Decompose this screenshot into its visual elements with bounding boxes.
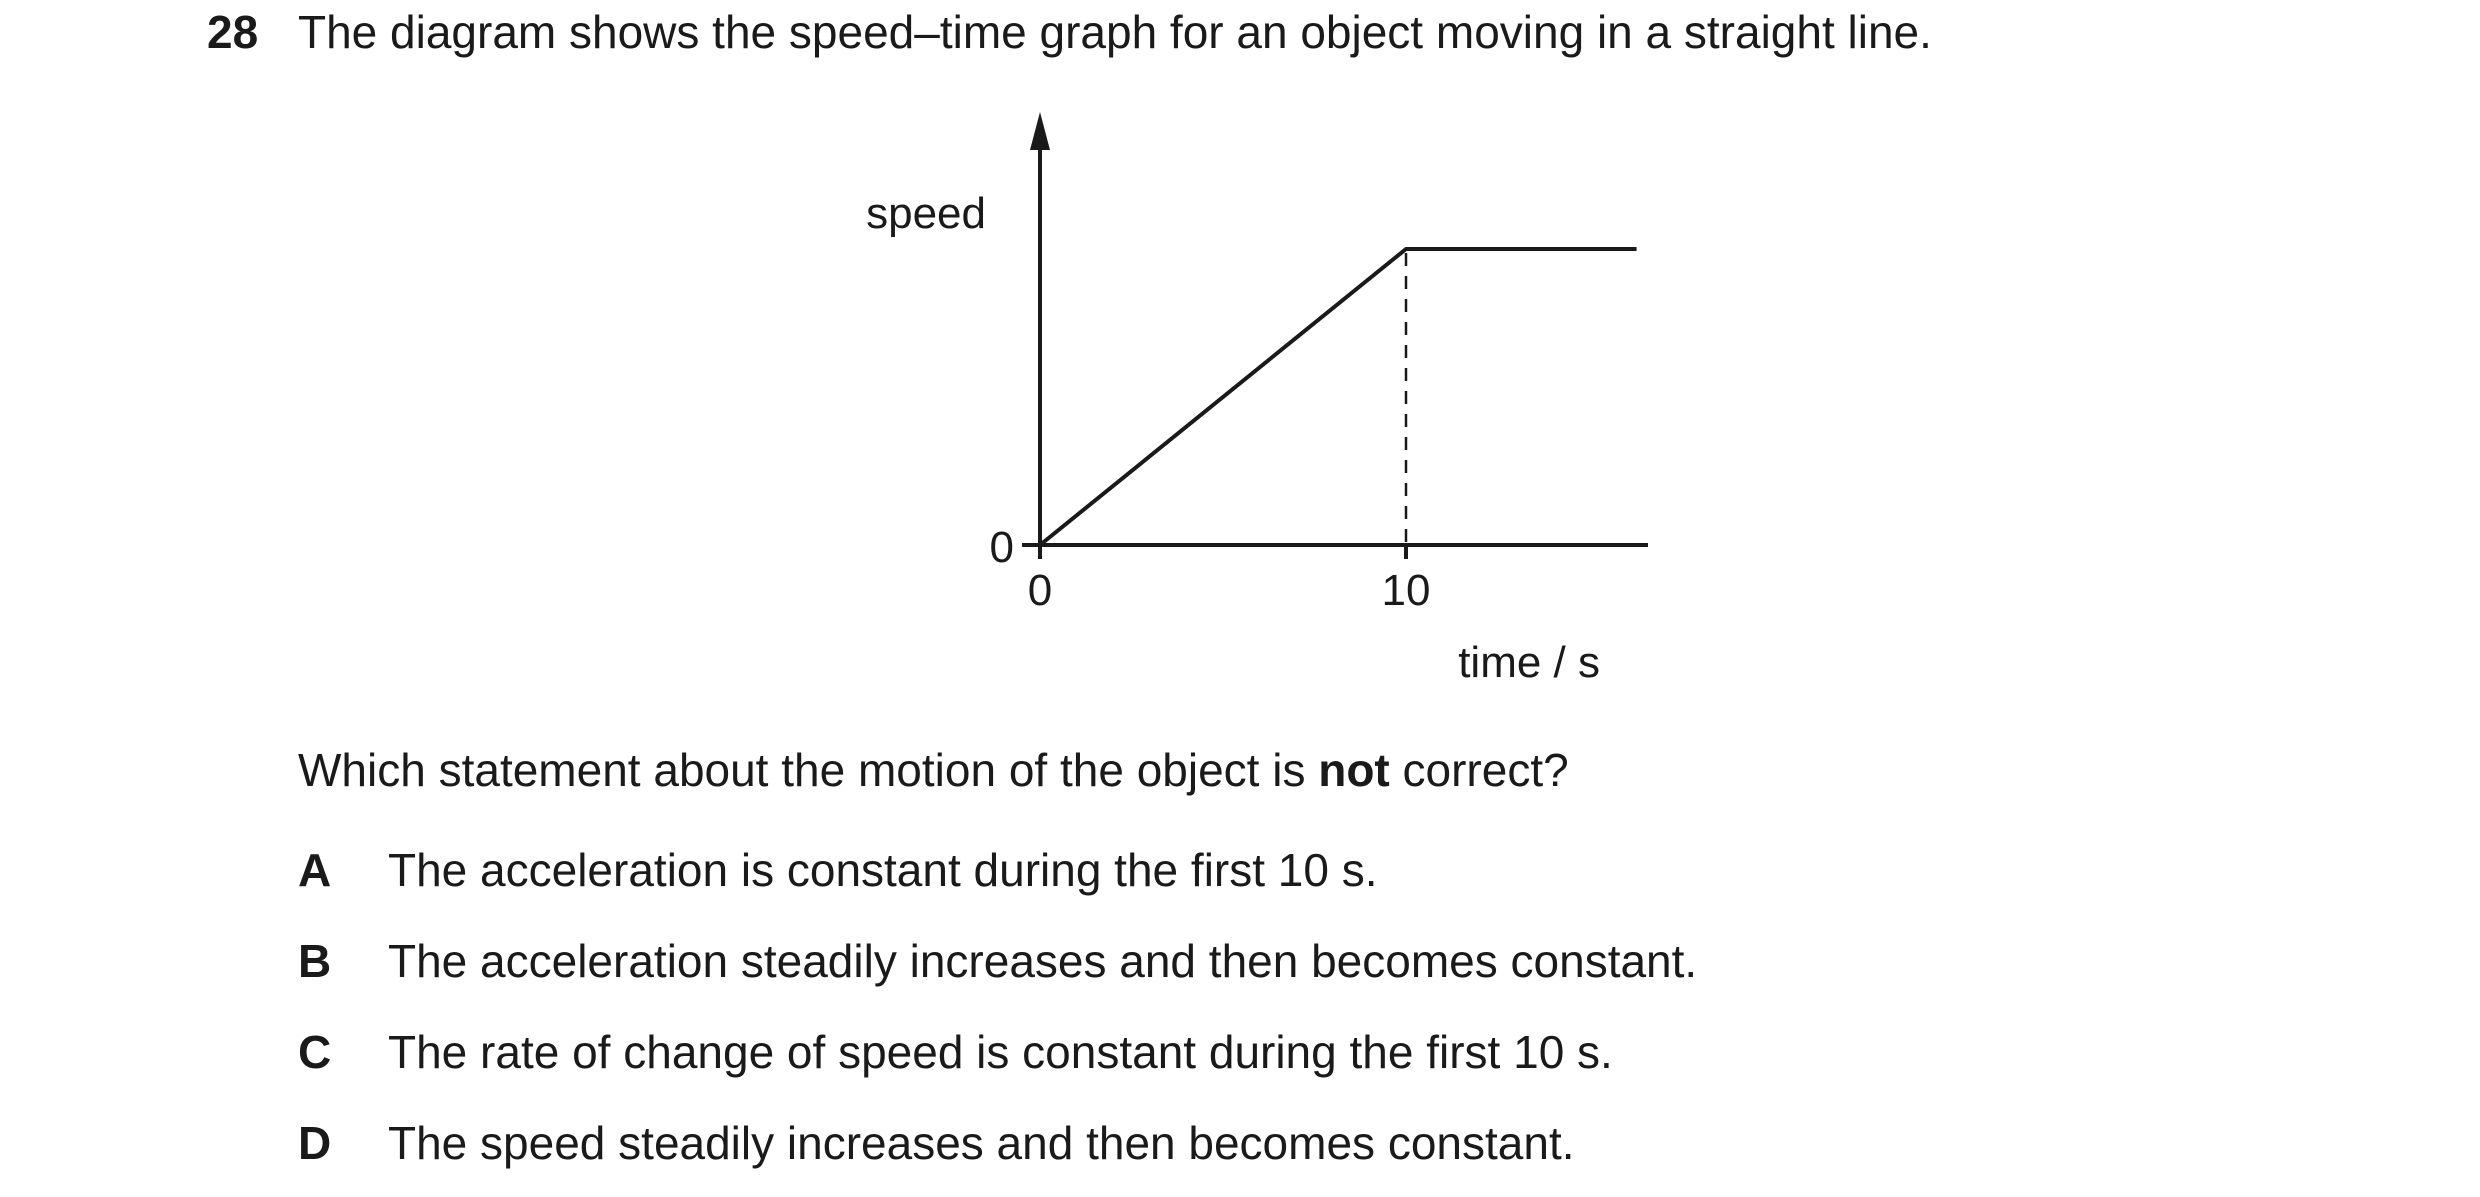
x-axis-ticks <box>1022 545 1406 559</box>
option-letter: B <box>298 935 332 987</box>
y-axis <box>1030 112 1050 548</box>
option-text: The acceleration is constant during the first 10 s. <box>388 844 1378 896</box>
question-number: 28 <box>207 6 259 58</box>
option-letter: C <box>298 1026 332 1078</box>
option-letter: A <box>298 844 332 896</box>
question-text: The diagram shows the speed–time graph for an object moving in a straight line. <box>298 6 1932 58</box>
option-text: The rate of change of speed is constant during the first 10 s. <box>388 1026 1613 1078</box>
option-letter: D <box>298 1117 332 1169</box>
prompt-text-before: Which statement about the motion of the object is <box>298 744 1319 796</box>
question-prompt <box>298 742 1569 798</box>
y-axis-arrowhead <box>1030 112 1050 150</box>
prompt-text-after: correct? <box>1389 744 1569 796</box>
option-text: The acceleration steadily increases and then becomes constant. <box>388 935 1698 987</box>
x-axis-label: time / s <box>1458 638 1600 687</box>
prompt-emphasis: not <box>1318 744 1390 796</box>
x-tick-label-0: 0 <box>1027 566 1053 615</box>
y-axis-label: speed <box>866 189 986 238</box>
speed-series-line <box>1040 249 1637 545</box>
x-tick-label-10: 10 <box>1381 566 1431 615</box>
option-text: The speed steadily increases and then becomes constant. <box>388 1117 1575 1169</box>
y-origin-label: 0 <box>989 523 1014 572</box>
